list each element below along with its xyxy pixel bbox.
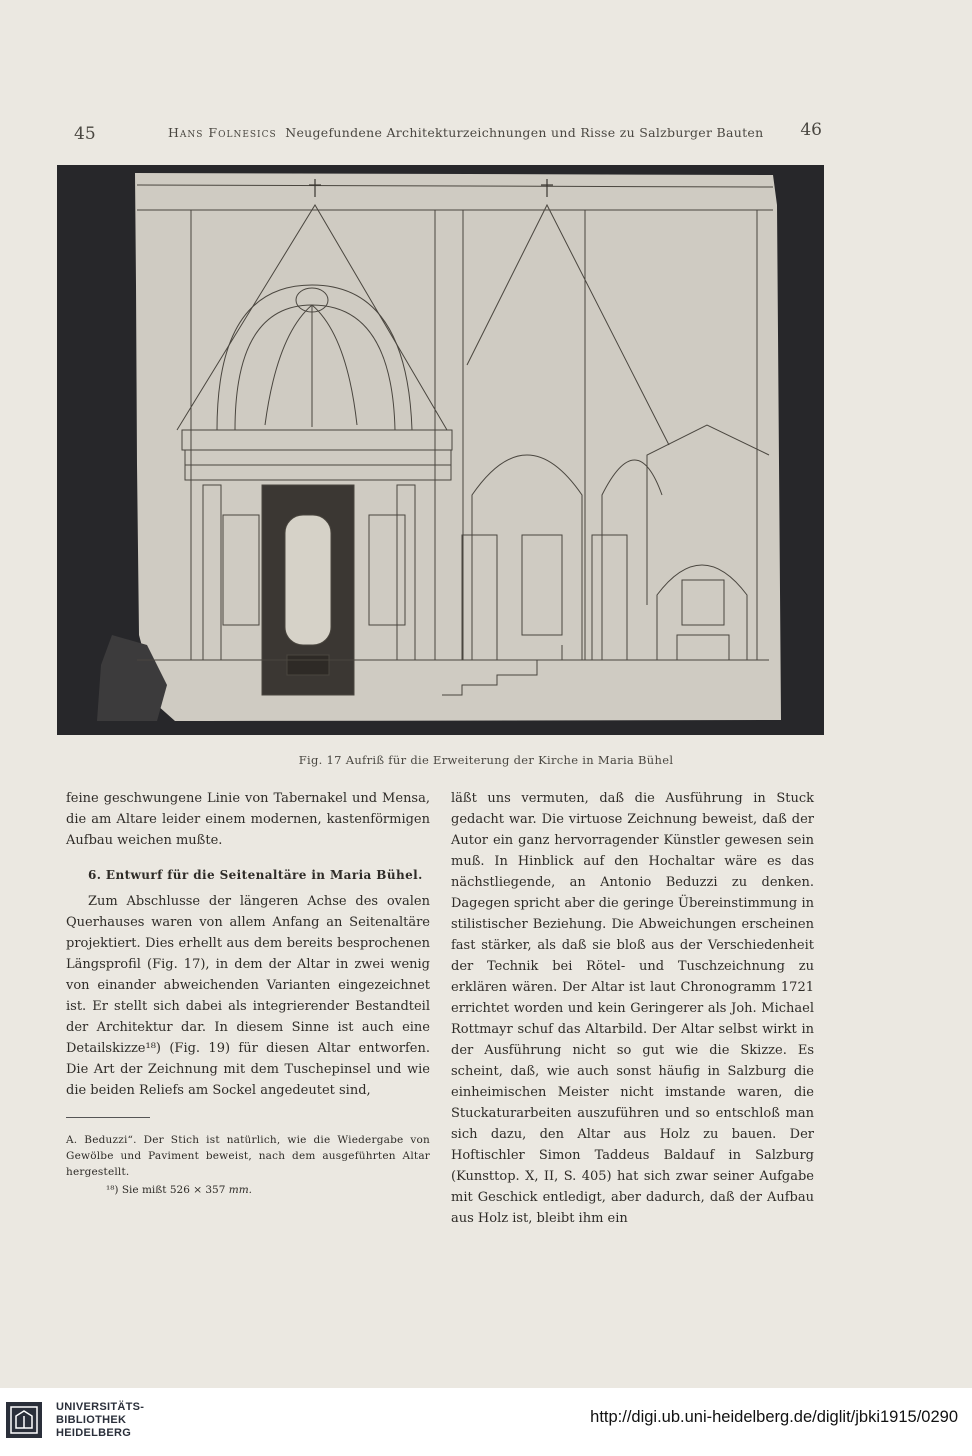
library-name-line1: UNIVERSITÄTS- bbox=[56, 1401, 145, 1413]
library-name-line3: HEIDELBERG bbox=[56, 1427, 132, 1439]
left-column bbox=[66, 788, 430, 1201]
page-number-right: 46 bbox=[800, 120, 822, 140]
page-number-left: 45 bbox=[74, 124, 96, 144]
figure-17-photo bbox=[57, 165, 824, 735]
source-url-link[interactable]: http://digi.ub.uni-heidelberg.de/diglit/jbki1915/0290 bbox=[590, 1408, 958, 1426]
right-column bbox=[451, 788, 814, 1229]
running-title bbox=[168, 125, 763, 140]
footnote-2-unit: mm. bbox=[228, 1184, 252, 1196]
elevation-drawing bbox=[57, 165, 824, 735]
library-name-line2: BIBLIOTHEK bbox=[56, 1414, 127, 1426]
running-header bbox=[70, 120, 830, 150]
footnote-2-text: ¹⁸) Sie mißt 526 × 357 bbox=[106, 1184, 229, 1196]
footnote-rule bbox=[66, 1117, 150, 1118]
library-footer bbox=[0, 1388, 972, 1456]
paragraph-2: Zum Abschlusse der längeren Achse des ovalen Querhauses waren von allem Anfang an Seitenaltäre projektiert. Dies erhellt aus dem bereits besprochenen Längsprofil (Fig. 17), in dem der Altar in zwei wenig von einander abweichenden Varianten eingezeichnet ist. Er stellt sich dabei als integrierender Bestandteil der Architektur dar. In diesem Sinne ist auch eine Detailskizze¹⁸) (Fig. 19) für diesen Altar entworfen. Die Art der Zeichnung mit dem Tuschepinsel und wie die beiden Reliefs am Sockel angedeutet sind, bbox=[66, 894, 430, 1098]
paragraph-right: läßt uns vermuten, daß die Ausführung in Stuck gedacht war. Die virtuose Zeichnung beweist, daß der Autor ein ganz hervorragender Künstler gewesen sein muß. In Hinblick auf den Hochaltar wäre es das nächstliegende, an Antonio Beduzzi zu denken. Dagegen spricht aber die geringe Übereinstimmung in stilistischer Beziehung. Die Abweichungen erscheinen fast stärker, als daß sie bloß aus der Verschiedenheit der Technik bei Rötel- und Tuschzeichnung zu erklären wären. Der Altar ist laut Chronogramm 1721 errichtet worden und kein Geringerer als Joh. Michael Rottmayr schuf das Altarbild. Der Altar selbst wirkt in der Ausführung nicht so gut wie die Skizze. Es scheint, daß, wie auch sonst häufig in Salzburg die einheimischen Meister nicht imstande waren, die Stuckaturarbeiten auszuführen und so entschloß man sich dazu, den Altar aus Holz zu bauen. Der Hoftischler Simon Taddeus Baldauf in Salzburg (Kunsttop. X, II, S. 405) hat sich zwar seiner Aufgabe mit Geschick entledigt, aber dadurch, daß der Aufbau aus Holz ist, bleibt ihm ein bbox=[451, 791, 814, 1226]
header-author: Hans Folnesics bbox=[168, 125, 277, 140]
footnote-1: A. Beduzzi“. Der Stich ist natürlich, wie die Wiedergabe von Gewölbe und Paviment beweist, nach dem ausgeführten Altar hergestellt. bbox=[66, 1134, 430, 1178]
section-heading: 6. Entwurf für die Seitenaltäre in Maria Bühel. bbox=[88, 868, 423, 882]
library-name bbox=[56, 1401, 144, 1440]
university-seal-icon bbox=[6, 1402, 42, 1438]
figure-caption: Fig. 17 Aufriß für die Erweiterung der Kirche in Maria Bühel bbox=[298, 753, 674, 767]
header-title: Neugefundene Architekturzeichnungen und Risse zu Salzburger Bauten bbox=[285, 125, 764, 140]
footnote-2 bbox=[66, 1180, 430, 1201]
paragraph-1: feine geschwungene Linie von Tabernakel und Mensa, die am Altare leider einem modernen, kastenförmigen Aufbau weichen mußte. bbox=[66, 791, 430, 848]
